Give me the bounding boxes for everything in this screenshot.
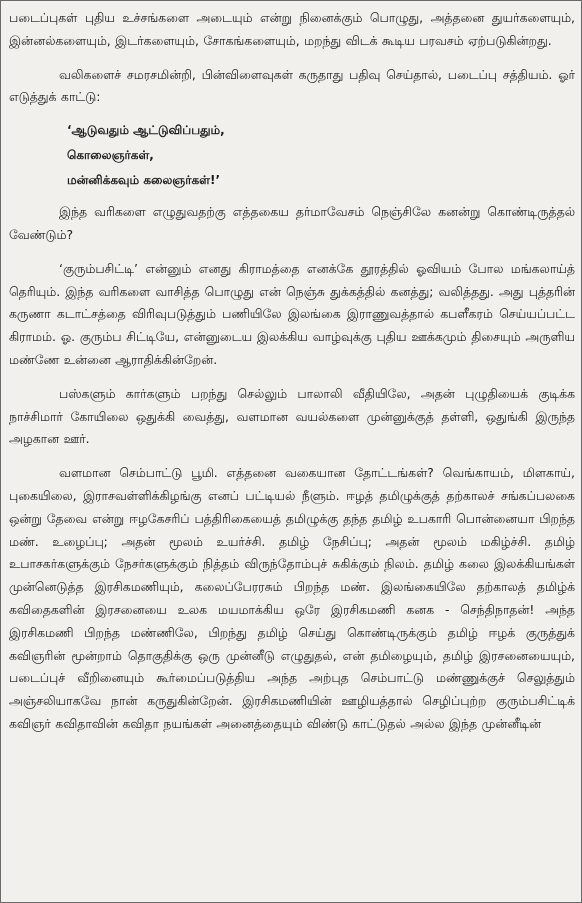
paragraph-3: இந்த வரிகளை எழுதுவதற்கு எத்தகைய தர்மாவேசம் நெஞ்சிலே கனன்று கொண்டிருத்தல் வேண்டும்? [9, 204, 575, 242]
verse-quote [67, 118, 575, 193]
paragraph-6: வளமான செம்பாட்டு பூமி. எத்தனை வகையான தோட்டங்கள்? வெங்காயம், மிளகாய், புகையிலை, இராசவள்ளிக்கிழங்கு எனப் பட்டியல் நீளும். ஈழத் தமிழுக்குத் தற்காலச் சங்கப்பலகை ஒன்று தேவை என்று ஈழகேசரிப் பத்திரிகையைத் தமிழுக்கு தந்த தமிழ் உபகாரி பொன்னையா பிறந்த மண். உழைப்பு; அதன் மூலம் உயர்ச்சி. தமிழ் நேசிப்பு; அதன் மூலம் மகிழ்ச்சி. தமிழ் உபாசகர்களுக்கும் நேசர்களுக்கும் நித்தம் விருந்தோம்புச் சுகிக்கும் நிலம். தமிழ் கலை இலக்கியங்கள் முன்னெடுத்த இரசிகமணியும், கலைப்பேரரசும் பிறந்த மண். இலங்கையிலே தற்காலத் தமிழ்க் கவிதைகளின் இரசனையை உலக மயமாக்கிய ஒரே இரசிகமணி கனக - செந்திநாதன்! அந்த இரசிகமணி பிறந்த மண்ணிலே, பிறந்து தமிழ் செய்து கொண்டிருக்கும் தமிழ் ஈழக் குருத்துக் கவிஞரின் மூன்றாம் தொகுதிக்கு ஒரு முன்னீடு எழுதுதல், என் தமிழையும், தமிழ் இரசனையையும், படைப்புச் வீறினையும் கூர்மைப்படுத்திய அந்த அற்புத செம்பாட்டு மண்ணுக்குச் செலுத்தும் அஞ்சலியாகவே நான் கருதுகின்றேன். இரசிகமணியின் ஊழியத்தால் செழிப்புற்ற குரும்பசிட்டிக் கவிஞர் கவிதாவின் கவிதா நயங்கள் அனைத்தையும் விண்டு காட்டுதல் அல்ல இந்த முன்னீடின் [9, 465, 575, 731]
paragraph-2: வலிகளைச் சமரசமின்றி, பின்விளைவுகள் கருதாது பதிவு செய்தால், படைப்பு சத்தியம். ஓர் எடுத்துக் காட்டு: [9, 66, 575, 105]
verse-line-3: மன்னிக்கவும் கலைஞர்கள்!’ [67, 173, 221, 188]
verse-line-1: ‘ஆடுவதும் ஆட்டுவிப்பதும், [67, 123, 225, 138]
paragraph-4: ‘குரும்பசிட்டி’ என்னும் எனது கிராமத்தை எனக்கே தூரத்தில் ஓவியம் போல மங்கலாய்த் தெரியும். இந்த வரிகளை வாசித்த பொழுது என் நெஞ்சு துக்கத்தில் கனத்து; வலித்தது. அது புத்தரின் கருணா கடாட்சத்தை விரிவுபடுத்தும் பணியிலே இலங்கை இராணுவத்தால் கபளீகரம் செய்யப்பட்ட கிராமம். ஓ. குரும்ப சிட்டியே, என்னுடைய இலக்கிய வாழ்வுக்கு புதிய ஊக்கமும் திசையும் அருளிய மண்ணே உன்னை ஆராதிக்கின்றேன். [9, 260, 575, 367]
paragraph-5: பஸ்களும் கார்களும் பறந்து செல்லும் பாலாலி வீதியிலே, அதன் புழுதியைக் குடிக்க நாச்சிமார் கோயிலை ஒதுக்கி வைத்து, வளமான வயல்களை முன்னுக்குத் தள்ளி, ஒதுங்கி இருந்த அழகான ஊர். [9, 385, 575, 447]
verse-line-2: கொலைஞர்கள், [67, 148, 154, 163]
paragraph-1: படைப்புகள் புதிய உச்சங்களை அடையும் என்று நினைக்கும் பொழுது, அத்தனை துயர்களையும், இன்னல்களையும், இடர்களையும், சோகங்களையும், மறந்து விடக் கூடிய பரவசம் ஏற்படுகின்றது. [9, 10, 575, 48]
